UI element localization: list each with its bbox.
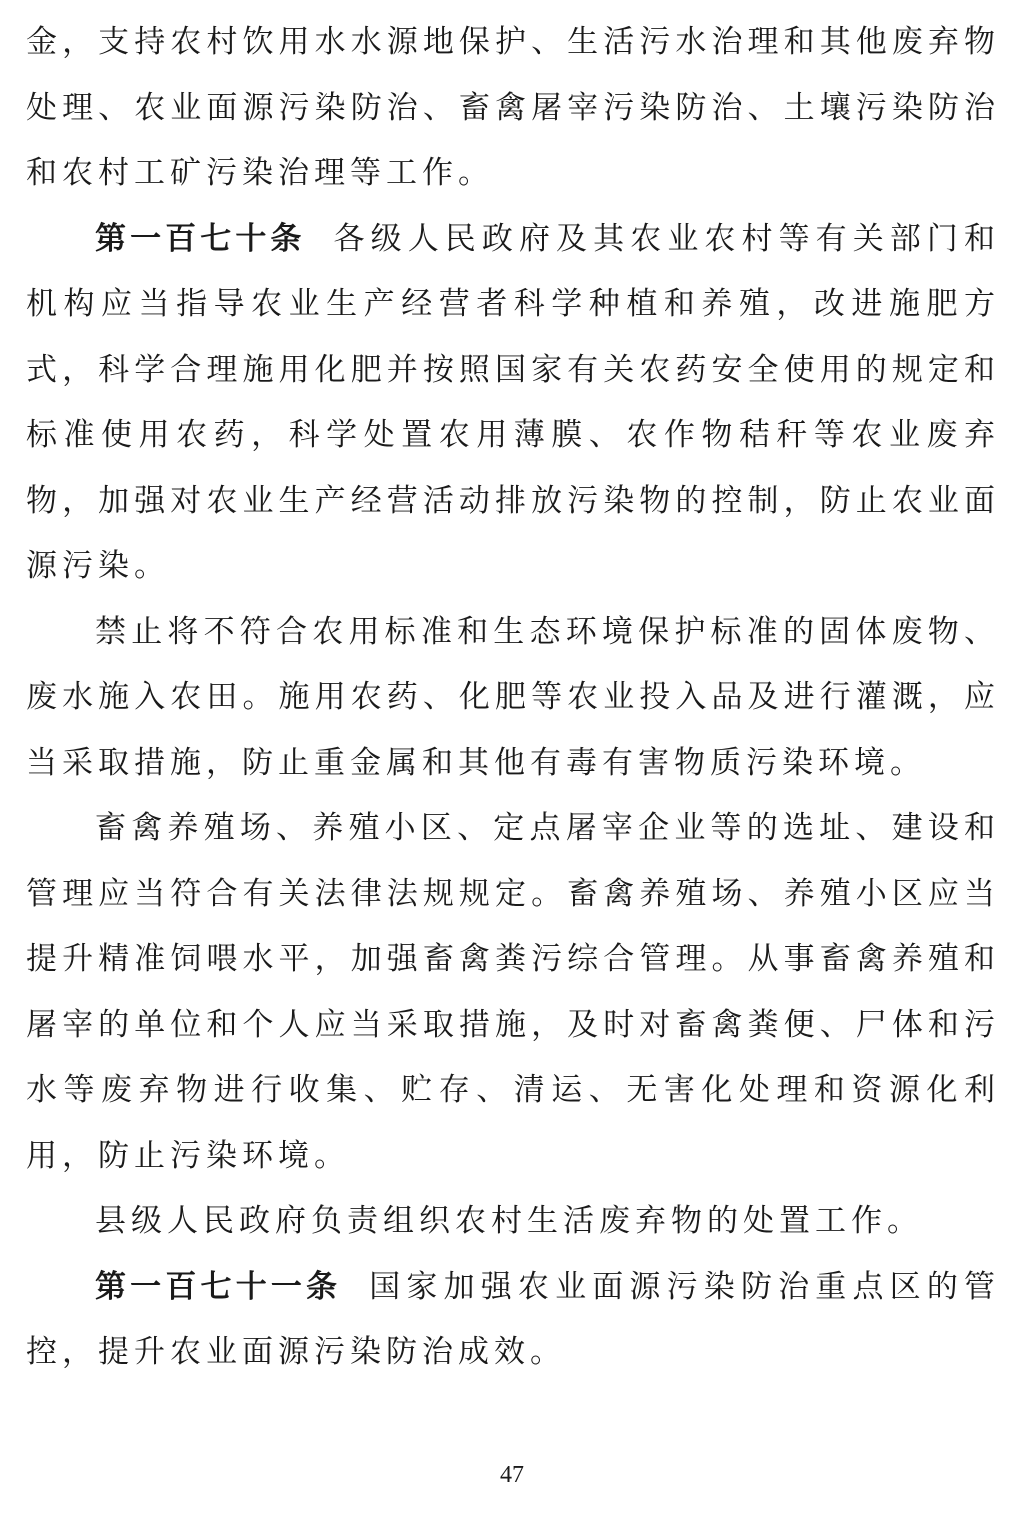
paragraph-text: 畜禽养殖场、养殖小区、定点屠宰企业等的选址、建设和管理应当符合有关法律法规规定。畜禽养殖场、养殖小区应当提升精准饲喂水平，加强畜禽粪污综合管理。从事畜禽养殖和屠宰的单位和个人应当采取措施，及时对畜禽粪便、尸体和污水等废弃物进行收集、贮存、清运、无害化处理和资源化利用，防止污染环境。 xyxy=(26,810,1000,1174)
paragraph-continuation xyxy=(26,10,1000,207)
paragraph-text: 各级人民政府及其农业农村等有关部门和机构应当指导农业生产经营者科学种植和养殖，改进施肥方式，科学合理施用化肥并按照国家有关农药安全使用的规定和标准使用农药，科学处置农用薄膜、农作物秸秆等农业废弃物，加强对农业生产经营活动排放污染物的控制，防止农业面源污染。 xyxy=(26,220,1001,584)
paragraph-text: 县级人民政府负责组织农村生活废弃物的处置工作。 xyxy=(95,1203,923,1239)
paragraph-text: 金，支持农村饮用水水源地保护、生活污水治理和其他废弃物处理、农业面源污染防治、畜禽屠宰污染防治、土壤污染防治和农村工矿污染治理等工作。 xyxy=(26,24,1000,191)
paragraph-text: 禁止将不符合农用标准和生态环境保护标准的固体废物、废水施入农田。施用农药、化肥等农业投入品及进行灌溉，应当采取措施，防止重金属和其他有毒有害物质污染环境。 xyxy=(26,613,1000,781)
paragraph xyxy=(26,1189,1000,1255)
page-number: 47 xyxy=(500,1462,524,1488)
article-heading: 第一百七十一条 xyxy=(95,1268,342,1305)
paragraph-article-170 xyxy=(26,207,1000,600)
paragraph-text: 国家加强农业面源污染防治重点区的管控，提升农业面源污染防治成效。 xyxy=(26,1268,1000,1370)
document-body xyxy=(26,0,1000,1386)
paragraph xyxy=(26,600,1000,797)
article-heading: 第一百七十条 xyxy=(95,220,306,257)
paragraph-article-171 xyxy=(26,1255,1000,1386)
paragraph xyxy=(26,796,1000,1189)
